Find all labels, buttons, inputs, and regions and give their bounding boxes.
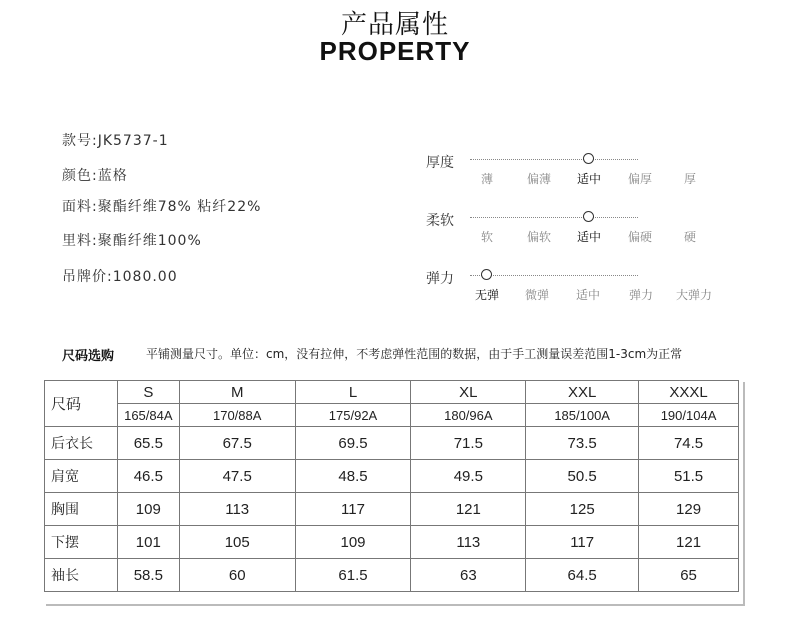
size-measure-note: 平铺测量尺寸。单位：cm，没有拉伸，不考虑弹性范围的数据，由于手工测量误差范围1-3cm为正常: [146, 347, 683, 361]
size-table: [44, 380, 739, 592]
measure-cell: 129: [639, 493, 739, 526]
measure-cell: 47.5: [179, 460, 295, 493]
scale-option: 无弹: [474, 288, 500, 302]
size-spec-cell: 190/104A: [639, 404, 739, 427]
row-label: 后衣长: [45, 427, 118, 460]
lining-info: 里料:聚酯纤维100%: [62, 233, 202, 249]
measure-cell: 117: [526, 526, 639, 559]
fabric-info: 面料:聚酯纤维78% 粘纤22%: [62, 199, 262, 215]
row-label: 胸围: [45, 493, 118, 526]
measure-cell: 125: [526, 493, 639, 526]
scale-option: 适中: [576, 172, 602, 186]
size-header-cell: M: [179, 381, 295, 404]
size-header-cell: XL: [411, 381, 526, 404]
size-spec-cell: 175/92A: [295, 404, 411, 427]
size-spec-cell: 170/88A: [179, 404, 295, 427]
table-row: [45, 460, 739, 493]
measure-cell: 109: [117, 493, 179, 526]
size-section-heading: 尺码选购: [62, 349, 115, 364]
scale-option: 大弹力: [675, 288, 713, 302]
scale-track: [470, 159, 638, 160]
scale-option: 偏薄: [526, 172, 552, 186]
page-subtitle: PROPERTY: [319, 36, 471, 66]
measure-cell: 49.5: [411, 460, 526, 493]
size-spec-cell: 165/84A: [117, 404, 179, 427]
measure-cell: 65: [639, 559, 739, 592]
table-row: [45, 427, 739, 460]
measure-cell: 74.5: [639, 427, 739, 460]
measure-cell: 69.5: [295, 427, 411, 460]
scale-option: 软: [480, 230, 494, 244]
table-row: [45, 493, 739, 526]
scale-option: 厚: [683, 172, 697, 186]
scale-track: [470, 217, 638, 218]
measure-cell: 51.5: [639, 460, 739, 493]
measure-cell: 121: [639, 526, 739, 559]
size-spec-cell: 180/96A: [411, 404, 526, 427]
measure-cell: 117: [295, 493, 411, 526]
scale-option: 微弹: [524, 288, 550, 302]
scale-option: 适中: [575, 288, 601, 302]
scale-marker: [481, 269, 492, 280]
measure-cell: 67.5: [179, 427, 295, 460]
scale-option: 偏软: [526, 230, 552, 244]
measure-cell: 113: [179, 493, 295, 526]
measure-cell: 50.5: [526, 460, 639, 493]
measure-cell: 113: [411, 526, 526, 559]
measure-cell: 101: [117, 526, 179, 559]
scale-track: [470, 275, 638, 276]
measure-cell: 109: [295, 526, 411, 559]
scale-option: 适中: [576, 230, 602, 244]
measure-cell: 46.5: [117, 460, 179, 493]
scale-option: 偏厚: [627, 172, 653, 186]
scale-marker: [583, 153, 594, 164]
style-number: 款号:JK5737-1: [62, 133, 169, 149]
scale-option: 偏硬: [627, 230, 653, 244]
measure-cell: 71.5: [411, 427, 526, 460]
scale-marker: [583, 211, 594, 222]
measure-cell: 64.5: [526, 559, 639, 592]
measure-cell: 105: [179, 526, 295, 559]
row-label: 下摆: [45, 526, 118, 559]
measure-cell: 73.5: [526, 427, 639, 460]
scale-option: 弹力: [628, 288, 654, 302]
size-header-cell: XXL: [526, 381, 639, 404]
page-title: 产品属性: [340, 10, 449, 40]
measure-cell: 48.5: [295, 460, 411, 493]
scale-label: 厚度: [426, 155, 454, 171]
size-header-cell: L: [295, 381, 411, 404]
measure-cell: 121: [411, 493, 526, 526]
size-spec-cell: 185/100A: [526, 404, 639, 427]
scale-option: 硬: [683, 230, 697, 244]
size-header-cell: S: [117, 381, 179, 404]
measure-cell: 58.5: [117, 559, 179, 592]
color-info: 颜色:蓝格: [62, 168, 128, 184]
measure-cell: 61.5: [295, 559, 411, 592]
measure-cell: 60: [179, 559, 295, 592]
scale-label: 弹力: [426, 271, 454, 287]
scale-option: 薄: [480, 172, 494, 186]
table-corner-header: 尺码: [45, 381, 118, 427]
size-header-cell: XXXL: [639, 381, 739, 404]
table-row: [45, 526, 739, 559]
table-row: [45, 559, 739, 592]
tag-price: 吊牌价:1080.00: [62, 269, 178, 285]
row-label: 袖长: [45, 559, 118, 592]
measure-cell: 65.5: [117, 427, 179, 460]
measure-cell: 63: [411, 559, 526, 592]
row-label: 肩宽: [45, 460, 118, 493]
scale-label: 柔软: [426, 213, 454, 229]
